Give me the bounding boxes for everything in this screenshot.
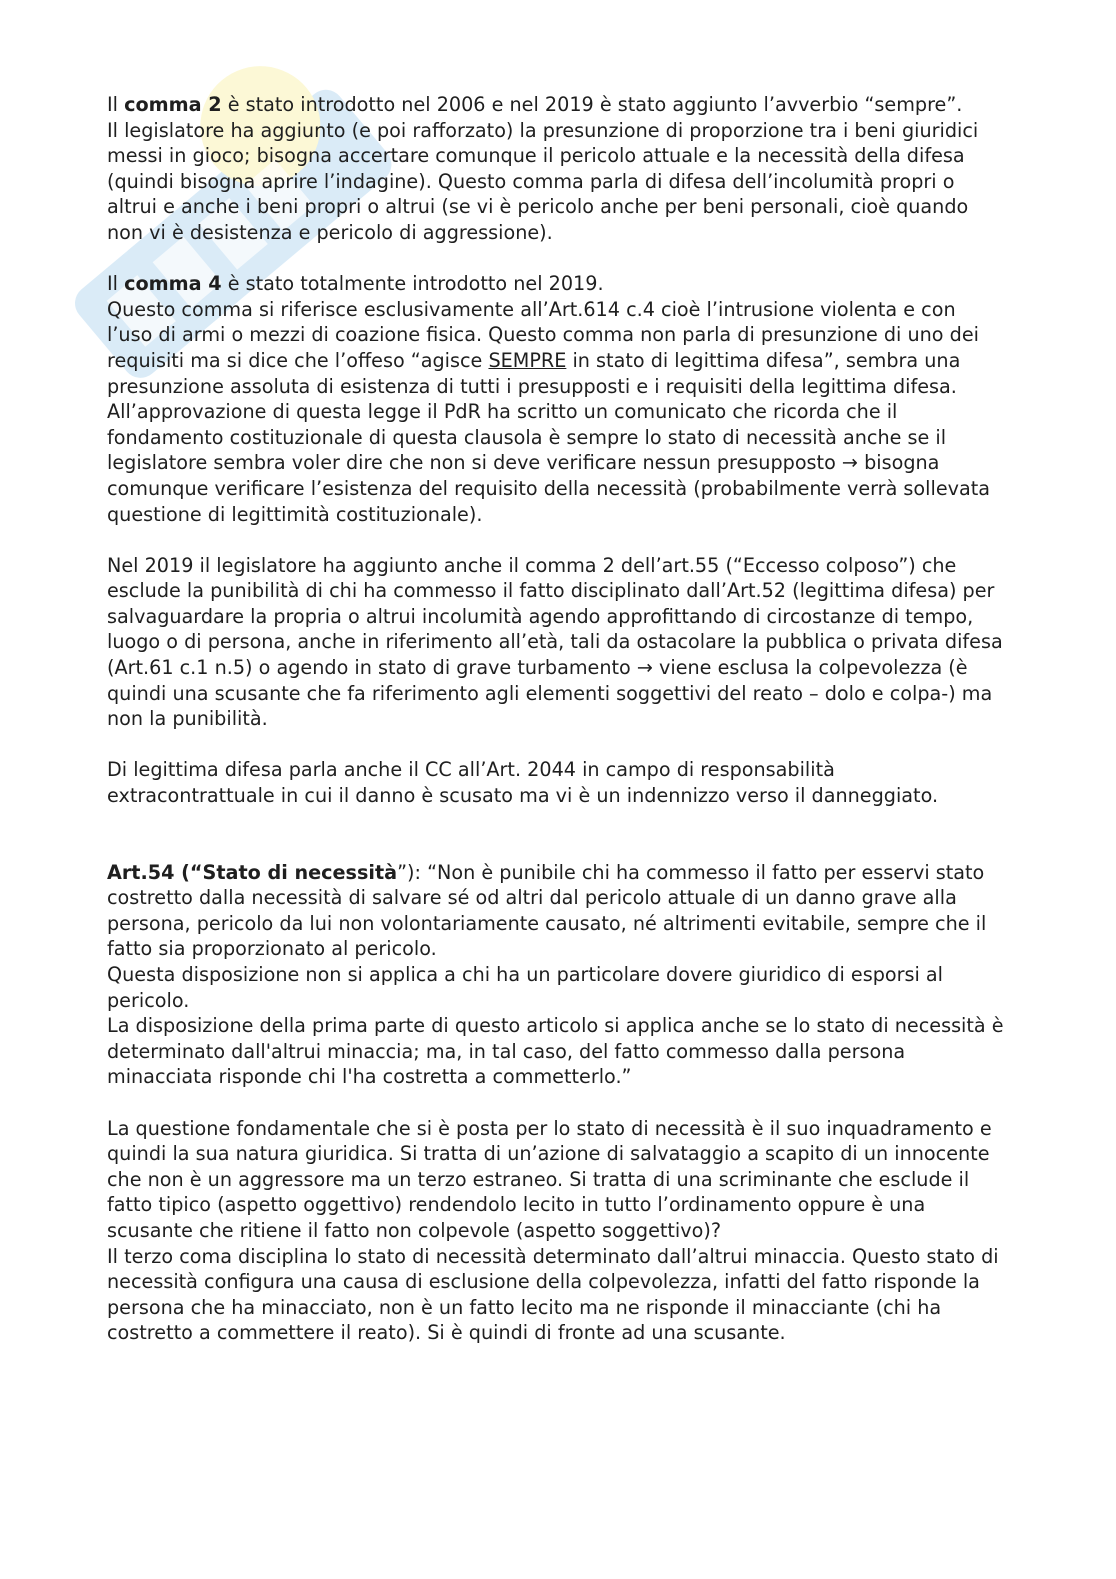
paragraph-art-55: Nel 2019 il legislatore ha aggiunto anche il comma 2 dell’art.55 (“Eccesso colposo”) che esclude la punibilità di chi ha commesso il fatto disciplinato dall’Art.52 (legittima difesa) per salvaguardare la propria o altrui incolumità agendo approfittando di circostanze di tempo, luogo o di persona, anche in riferimento all’età, tali da ostacolare la pubblica o privata difesa (Art.61 c.1 n.5) o agendo in stato di grave turbamento → viene esclusa la colpevolezza (è quindi una scusante che fa riferimento agli elementi soggettivi del reato – dolo e colpa-) ma non la punibilità. <box>107 553 1003 731</box>
paragraph-natura-giuridica: La questione fondamentale che si è posta per lo stato di necessità è il suo inquadramento e quindi la sua natura giuridica. Si tratta di un’azione di salvataggio a scapito di un innocente che non è un aggressore ma un terzo estraneo. Si tratta di una scriminante che esclude il fatto tipico (aspetto oggettivo) rendendolo lecito in tutto l’ordinamento oppure è una scusante che ritiene il fatto non colpevole (aspetto soggettivo)? Il terzo coma disciplina lo stato di necessità determinato dall’altrui minaccia. Questo stato di necessità configura una causa di esclusione della colpevolezza, infatti del fatto risponde la persona che ha minacciato, non è un fatto lecito ma ne risponde il minacciante (chi ha costretto a commettere il reato). Si è quindi di fronte ad una scusante. <box>107 1116 999 1345</box>
paragraph-art-54: Art.54 (“Stato di necessità”): “Non è punibile chi ha commesso il fatto per esservi stato costretto dalla necessità di salvare sé od altri dal pericolo attuale di un danno grave alla persona, pericolo da lui non volontariamente causato, né altrimenti evitabile, sempre che il fatto sia proporzionato al pericolo. Questa disposizione non si applica a chi ha un particolare dovere giuridico di esporsi al pericolo. La disposizione della prima parte di questo articolo si applica anche se lo stato di necessità è determinato dall'altrui minaccia; ma, in tal caso, del fatto commesso dalla persona minacciata risponde chi l'ha costretta a commetterlo.” <box>107 860 1004 1089</box>
paragraph-art-2044: Di legittima difesa parla anche il CC all’Art. 2044 in campo di responsabilità extracontrattuale in cui il danno è scusato ma vi è un indennizzo verso il danneggiato. <box>107 758 939 808</box>
article-title: Art.54 (“Stato di necessità <box>107 860 398 884</box>
paragraph-comma-2: Il comma 2 è stato introdotto nel 2006 e nel 2019 è stato aggiunto l’avverbio “sempre”. Il legislatore ha aggiunto (e poi rafforzato) la presunzione di proporzione tra i beni giuridici messi in gioco; bisogna accertare comunque il pericolo attuale e la necessità della difesa (quindi bisogna aprire l’indagine). Questo comma parla di difesa dell’incolumità propri o altrui e anche i beni propri o altrui (se vi è pericolo anche per beni personali, cioè quando non vi è desistenza e pericolo di aggressione). <box>107 93 979 244</box>
bold-term: comma 4 <box>124 272 222 296</box>
document-body <box>107 92 1007 1372</box>
bold-term: comma 2 <box>124 93 222 116</box>
paragraph-comma-4: Il comma 4 è stato totalmente introdotto nel 2019. Questo comma si riferisce esclusivamente all’Art.614 c.4 cioè l’intrusione violenta e con l’uso di armi o mezzi di coazione fisica. Questo comma non parla di presunzione di uno dei requisiti ma si dice che l’offeso “agisce SEMPRE in stato di legittima difesa”, sembra una presunzione assoluta di esistenza di tutti i presupposti e i requisiti della legittima difesa. All’approvazione di questa legge il PdR ha scritto un comunicato che ricorda che il fondamento costituzionale di questa clausola è sempre lo stato di necessità anche se il legislatore sembra voler dire che non si deve verificare nessun presupposto → bisogna comunque verificare l’esistenza del requisito della necessità (probabilmente verrà sollevata questione di legittimità costituzionale). <box>107 272 991 526</box>
underlined-term: SEMPRE <box>488 348 567 372</box>
